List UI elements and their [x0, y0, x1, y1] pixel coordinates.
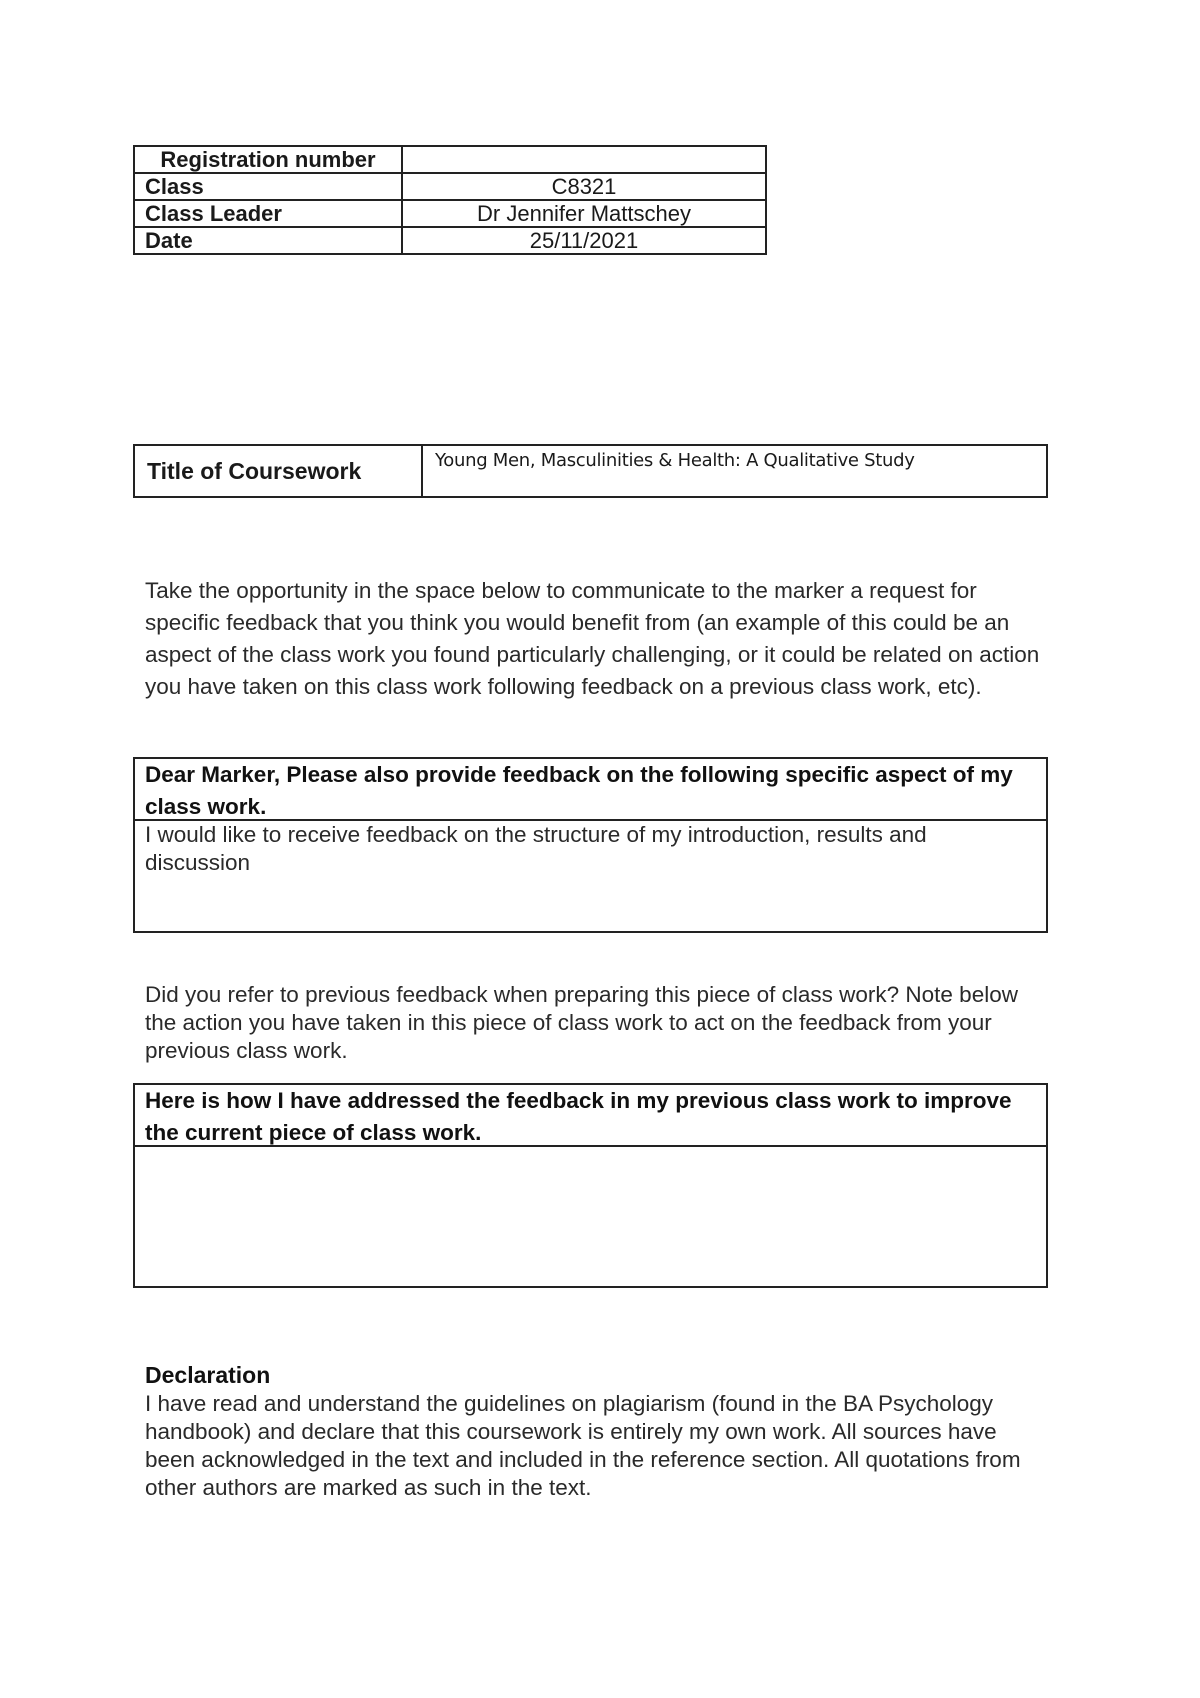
table-row [134, 200, 766, 227]
coursework-title-label: Title of Coursework [135, 446, 423, 496]
date-value[interactable]: 25/11/2021 [402, 227, 766, 254]
previous-feedback-heading: Here is how I have addressed the feedback in my previous class work to improve the current piece of class work. [135, 1085, 1046, 1147]
table-row [134, 227, 766, 254]
class-leader-value[interactable]: Dr Jennifer Mattschey [402, 200, 766, 227]
declaration-text: I have read and understand the guidelines on plagiarism (found in the BA Psychology handbook) and declare that this coursework is entirely my own work. All sources have been acknowledged in the text and included in the reference section. All quotations from other authors are marked as such in the text. [145, 1391, 1021, 1500]
class-label: Class [134, 173, 402, 200]
table-row [134, 173, 766, 200]
previous-feedback-box [133, 1083, 1048, 1288]
registration-number-label: Registration number [134, 146, 402, 173]
feedback-request-intro: Take the opportunity in the space below to communicate to the marker a request for specific feedback that you think you would benefit from (an example of this could be an aspect of the class work you found particularly challenging, or it could be related on action you have taken on this class work following feedback on a previous class work, etc). [145, 578, 1040, 699]
coursework-title-box [133, 444, 1048, 498]
declaration-title: Declaration [145, 1362, 271, 1388]
feedback-request-box [133, 757, 1048, 933]
info-table [133, 145, 767, 255]
feedback-request-response[interactable]: I would like to receive feedback on the structure of my introduction, results and discussion [145, 822, 927, 875]
date-label: Date [134, 227, 402, 254]
previous-feedback-intro: Did you refer to previous feedback when preparing this piece of class work? Note below the action you have taken in this piece of class work to act on the feedback from your previous class work. [145, 982, 1018, 1063]
coursework-title-value[interactable]: Young Men, Masculinities & Health: A Qualitative Study [435, 450, 915, 471]
class-leader-label: Class Leader [134, 200, 402, 227]
class-value[interactable]: C8321 [402, 173, 766, 200]
table-row [134, 146, 766, 173]
registration-number-value[interactable] [402, 146, 766, 173]
feedback-request-heading: Dear Marker, Please also provide feedback on the following specific aspect of my class work. [135, 759, 1046, 821]
